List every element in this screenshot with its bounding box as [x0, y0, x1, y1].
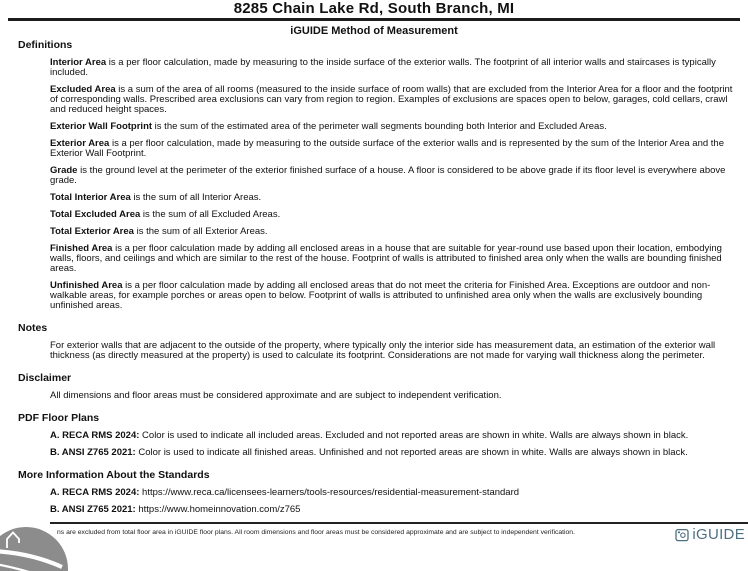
definition-text: is the sum of the estimated area of the perimeter wall segments bounding both Interior and Excluded Areas. — [152, 120, 607, 132]
disclaimer-text: All dimensions and floor areas must be considered approximate and are subject to independent verification. — [50, 389, 502, 401]
footer-divider — [50, 522, 748, 524]
definition-item — [50, 122, 735, 132]
definition-item — [50, 193, 735, 203]
notes-text: For exterior walls that are adjacent to the outside of the property, where typically only the interior side has measurement data, an estimation of the exterior wall thickness (as directly measured at the property) is used to calculate its footprint. Considerations are not made for varying wall thickness along the perimeter. — [50, 339, 716, 361]
definition-item — [50, 139, 735, 159]
section-heading-more-information: More Information About the Standards — [18, 468, 210, 481]
standard-link-item — [50, 505, 735, 515]
definition-text: is the sum of all Excluded Areas. — [140, 208, 281, 220]
camera-icon — [675, 528, 689, 542]
definition-text: is a sum of the area of all rooms (measured to the inside surface of room walls) that are excluded from the Interior Area for a floor and the footprint of corresponding walls. Prescribed area exclusions can vary from region to region. Examples of exclusions are spaces open to below, garages, cold cellars, crawl and reduced height spaces. — [50, 83, 733, 115]
definition-item — [50, 210, 735, 220]
definition-text: is the ground level at the perimeter of the exterior finished surface of a house. A floor is considered to be above grade if its floor level is everywhere above grade. — [50, 164, 726, 186]
section-heading-notes: Notes — [18, 321, 48, 334]
pdf-plan-text: Color is used to indicate all included areas. Excluded and not reported areas are shown in white. Walls are always shown in black. — [139, 429, 689, 441]
definition-text: is a per floor calculation made by adding all enclosed areas in a house that are suitable for year-round use based upon their location, embodying walls, floors, and ceilings and which are similar to the rest of the house. Footprint of walls is attributed to finished area only when the walls are bounding finished areas. — [50, 242, 722, 274]
definition-term: Total Excluded Area — [50, 208, 141, 220]
section-heading-pdf-floor-plans: PDF Floor Plans — [18, 411, 100, 424]
definition-term: Total Interior Area — [50, 191, 131, 203]
standard-link-label: B. ANSI Z765 2021: — [50, 503, 136, 515]
standard-link-url[interactable]: https://www.reca.ca/licensees-learners/tools-resources/residential-measurement-standard — [139, 486, 520, 498]
page-subtitle: iGUIDE Method of Measurement — [290, 24, 458, 37]
definition-term: Grade — [50, 164, 78, 176]
definition-term: Interior Area — [50, 56, 107, 68]
page-title: 8285 Chain Lake Rd, South Branch, MI — [233, 0, 515, 17]
header-divider — [8, 18, 740, 21]
iguide-logo — [675, 527, 745, 543]
footer-disclaimer-text: ns are excluded from total floor area in iGUIDE floor plans. All room dimensions and floor areas must be considered approximate and are subject to independent verification. — [57, 529, 575, 536]
definition-item — [50, 85, 735, 115]
pdf-plan-text: Color is used to indicate all finished areas. Unfinished and not reported areas are shown in white. Walls are always shown in black. — [135, 446, 688, 458]
iguide-wordmark: iGUIDE — [692, 526, 745, 543]
definition-term: Total Exterior Area — [50, 225, 134, 237]
definition-item — [50, 166, 735, 186]
section-heading-disclaimer: Disclaimer — [18, 371, 72, 384]
definition-item — [50, 244, 735, 274]
definition-text: is a per floor calculation, made by measuring to the inside surface of the exterior walls. The footprint of all interior walls and staircases is typically included. — [50, 56, 716, 78]
definition-text: is a per floor calculation made by adding all enclosed areas that do not meet the criteria for Finished Area. Exceptions are outdoor and non-walkable areas, for example porches or areas open to below. Footprint of walls is attributed to unfinished area only when the walls are exclusively bounding unfinished areas. — [50, 279, 711, 311]
definition-text: is a per floor calculation, made by measuring to the outside surface of the exterior walls and is represented by the sum of the Interior Area and the Exterior Wall Footprint. — [50, 137, 724, 159]
pdf-plan-label: A. RECA RMS 2024: — [50, 429, 140, 441]
definition-term: Excluded Area — [50, 83, 116, 95]
definition-item — [50, 227, 735, 237]
definition-term: Exterior Wall Footprint — [50, 120, 153, 132]
definition-term: Exterior Area — [50, 137, 110, 149]
section-heading-definitions: Definitions — [18, 38, 73, 51]
pdf-plan-label: B. ANSI Z765 2021: — [50, 446, 136, 458]
definition-term: Unfinished Area — [50, 279, 123, 291]
pdf-plan-item — [50, 448, 735, 458]
standard-link-item — [50, 488, 735, 498]
definition-text: is the sum of all Interior Areas. — [130, 191, 262, 203]
definition-term: Finished Area — [50, 242, 113, 254]
definition-item — [50, 58, 735, 78]
standard-link-label: A. RECA RMS 2024: — [50, 486, 140, 498]
pdf-plan-item — [50, 431, 735, 441]
definition-item — [50, 281, 735, 311]
standard-link-url[interactable]: https://www.homeinnovation.com/z765 — [135, 503, 301, 515]
definition-text: is the sum of all Exterior Areas. — [133, 225, 268, 237]
